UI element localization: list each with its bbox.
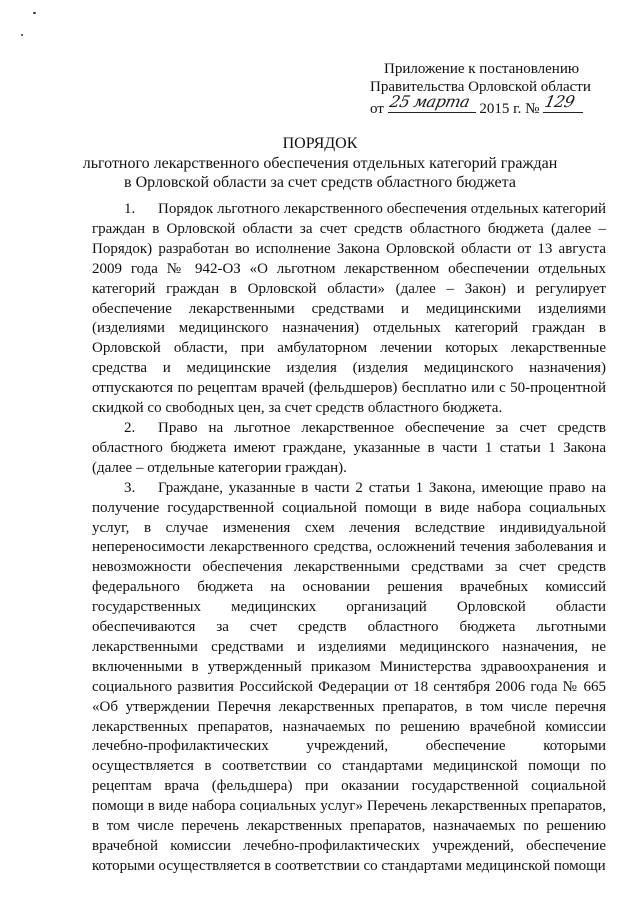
number-field <box>543 92 583 113</box>
approval-header <box>370 60 620 118</box>
document-subtitle-1: льготного лекарственного обеспечения отдельных категорий граждан <box>82 155 558 172</box>
paragraph-text: Граждане, указанные в части 2 статьи 1 Закона, имеющие право на получение государственной социальной помощи в виде набора социальных услуг, в случае изменения схем лечения вследствие индивидуальной непереносимости лекарственного средства, осложнений течения заболевания и невозможности обеспечения лекарственными средствами за счет средств федерального бюджета на основании решения врачебных комиссий государственных медицинских организаций Орловской области обеспечиваются за счет средств областного бюджета льготными лекарственными средствами и изделиями медицинского назначения, не включенными в утвержденный приказом Министерства здравоохранения и социального развития Российской Федерации от 18 сентября 2006 года № 665 «Об утверждении Перечня лекарственных препаратов, в том числе перечня лекарственных препаратов, назначаемых по решению врачебной комиссии лечебно-профилактических учреждений, обеспечение которыми осуществляется в соответствии со стандартами медицинской помощи по рецептам врача (фельдшера) при оказании государственной социальной помощи в виде набора социальных услуг» Перечень лекарственных препаратов, в том числе перечень лекарственных препаратов, назначаемых по решению врачебной комиссии лечебно-профилактических учреждений, обеспечение которыми осуществляется в соответствии со стандартами медицинской помощи <box>92 479 606 874</box>
scan-speck <box>21 34 23 36</box>
paragraph-1 <box>92 200 606 419</box>
paragraph-text: Право на льготное лекарственное обеспечение за счет средств областного бюджета имеют граждане, указанные в части 1 статьи 1 Закона (далее – отдельные категории граждан). <box>92 419 606 476</box>
paragraph-number: 3. <box>124 479 136 496</box>
header-line-2: Правительства Орловской области <box>370 79 591 95</box>
date-prefix: от <box>370 101 384 117</box>
header-line-1: Приложение к постановлению <box>384 61 580 77</box>
scan-speck <box>33 12 36 14</box>
paragraph-text: Порядок льготного лекарственного обеспечения отдельных категорий граждан в Орловской области за счет средств областного бюджета (далее – Порядок) разработан во исполнение Закона Орловской области от 13 августа 2009 года № 942-ОЗ «О льготном лекарственном обеспечении отдельных категорий граждан в Орловской области» (далее – Закон) и регулирует обеспечение лекарственными средствами и медицинскими изделиями (изделиями медицинского назначения) отдельных категорий граждан в Орловской области, при амбулаторном лечении которых лекарственные средства и медицинские изделия (изделия медицинского назначения) отпускаются по рецептам врачей (фельдшеров) бесплатно или с 50-процентной скидкой со свободных цен, за счет средств областного бюджета. <box>92 201 606 417</box>
handwritten-number: 129 <box>543 92 577 111</box>
document-title: ПОРЯДОК <box>282 135 358 152</box>
year-number-label: 2015 г. № <box>479 101 540 117</box>
header-date-line <box>370 92 620 118</box>
paragraph-number: 1. <box>124 201 136 217</box>
handwritten-date: 25 марта <box>387 92 471 111</box>
date-field <box>387 92 476 113</box>
paragraph-number: 2. <box>124 419 136 436</box>
document-body <box>92 200 606 877</box>
paragraph-3 <box>92 479 606 877</box>
document-subtitle-2: в Орловской области за счет средств областного бюджета <box>124 174 516 191</box>
paragraph-2 <box>92 419 606 479</box>
